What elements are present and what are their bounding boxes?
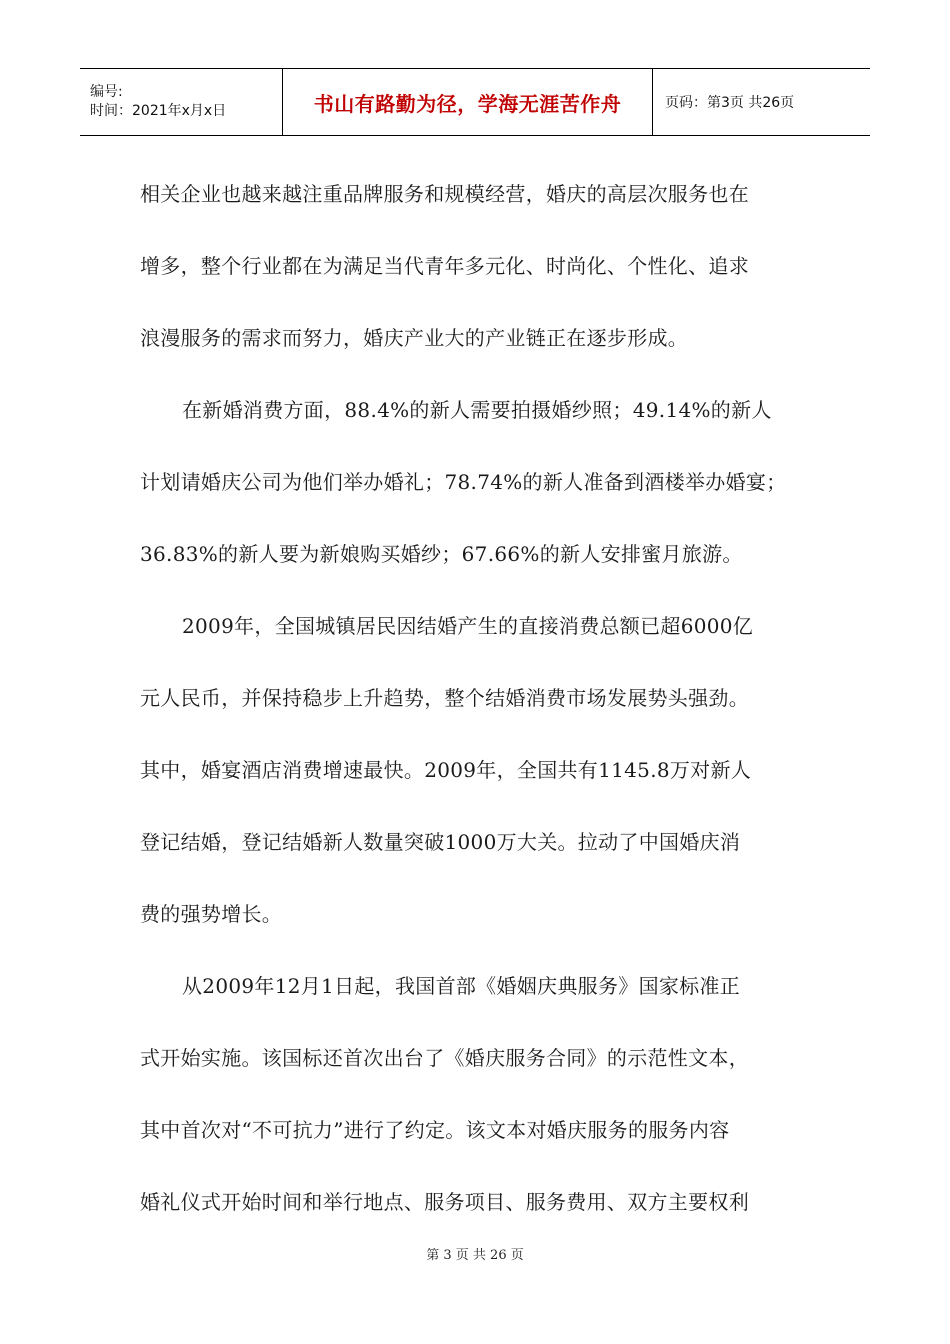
header-motto-cell bbox=[283, 69, 653, 135]
body-line: 其中首次对“不可抗力”进行了约定。该文本对婚庆服务的服务内容 bbox=[140, 1118, 730, 1142]
time-label: 时间：2021年x月x日 bbox=[90, 103, 227, 119]
body-line: 在新婚消费方面，88.4%的新人需要拍摄婚纱照；49.14%的新人 bbox=[182, 398, 772, 422]
doc-number-label: 编号: bbox=[90, 84, 123, 100]
body-line: 婚礼仪式开始时间和举行地点、服务项目、服务费用、双方主要权利 bbox=[140, 1190, 749, 1214]
body-line: 从2009年12月1日起，我国首部《婚姻庆典服务》国家标准正 bbox=[182, 974, 741, 998]
body-line: 式开始实施。该国标还首次出台了《婚庆服务合同》的示范性文本， bbox=[140, 1046, 749, 1070]
body-line: 36.83%的新人要为新娘购买婚纱；67.66%的新人安排蜜月旅游。 bbox=[140, 542, 743, 566]
body-line: 元人民币，并保持稳步上升趋势，整个结婚消费市场发展势头强劲。 bbox=[140, 686, 749, 710]
footer-page-number: 第 3 页 共 26 页 bbox=[426, 1248, 524, 1263]
header-page-info: 页码：第3页 共26页 bbox=[665, 95, 795, 111]
body-line: 2009年，全国城镇居民因结婚产生的直接消费总额已超6000亿 bbox=[182, 614, 754, 638]
body-line: 浪漫服务的需求而努力，婚庆产业大的产业链正在逐步形成。 bbox=[140, 326, 689, 350]
header-meta-cell bbox=[80, 69, 283, 135]
header-page-cell bbox=[653, 69, 870, 135]
page-footer bbox=[0, 1244, 950, 1263]
header-motto: 书山有路勤为径，学海无涯苦作舟 bbox=[313, 91, 622, 116]
body-line: 相关企业也越来越注重品牌服务和规模经营，婚庆的高层次服务也在 bbox=[140, 182, 749, 206]
body-line: 登记结婚，登记结婚新人数量突破1000万大关。拉动了中国婚庆消 bbox=[140, 830, 741, 854]
document-body bbox=[140, 166, 830, 1246]
body-line: 其中，婚宴酒店消费增速最快。2009年，全国共有1145.8万对新人 bbox=[140, 758, 752, 782]
page-header bbox=[80, 68, 870, 136]
body-line: 费的强势增长。 bbox=[140, 902, 283, 926]
body-line: 增多，整个行业都在为满足当代青年多元化、时尚化、个性化、追求 bbox=[140, 254, 749, 278]
body-line: 计划请婚庆公司为他们举办婚礼；78.74%的新人准备到酒楼举办婚宴； bbox=[140, 470, 787, 494]
